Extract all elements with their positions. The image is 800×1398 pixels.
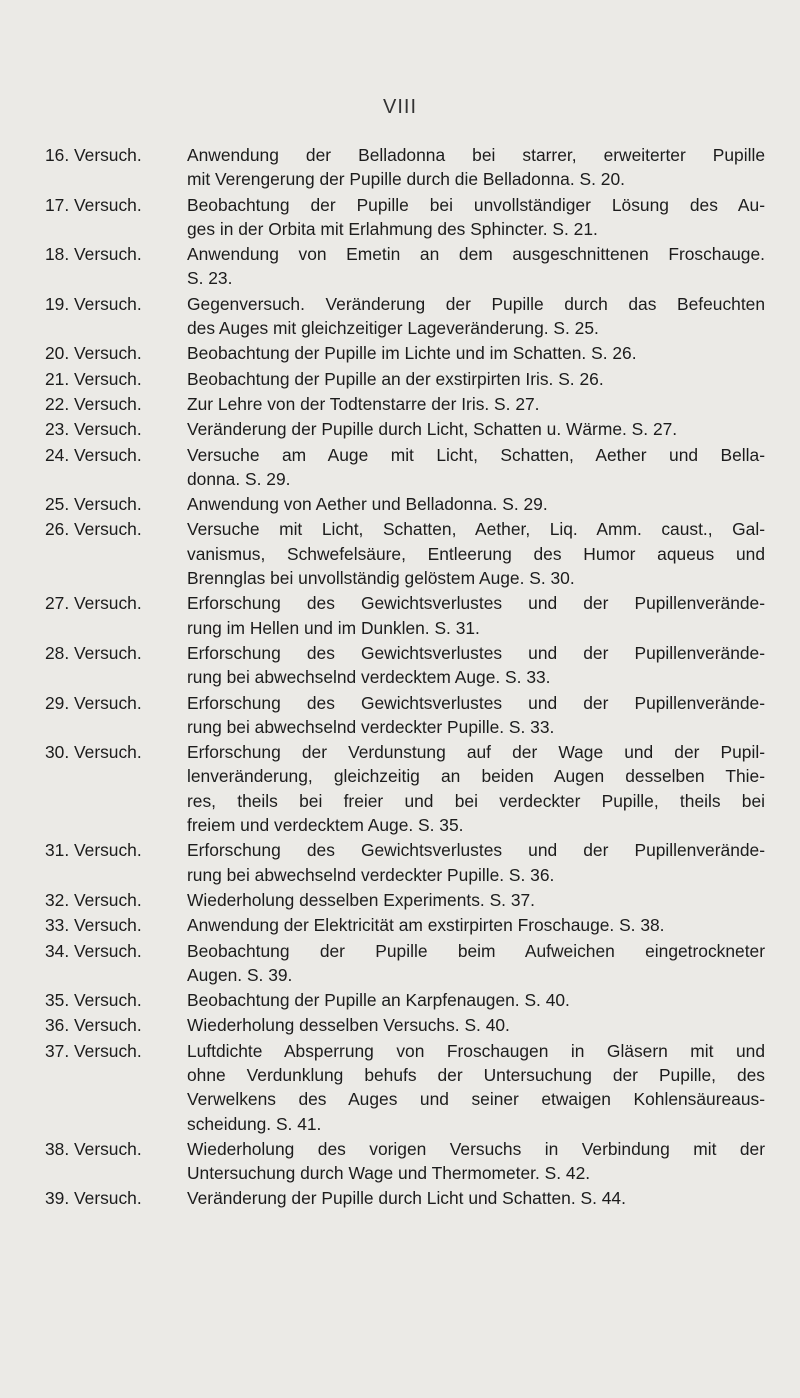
- text-line: Beobachtung der Pupille bei unvollständiger Lösung des Au-: [187, 194, 765, 215]
- experiment-description: [187, 242, 765, 291]
- list-item: [45, 292, 765, 341]
- experiment-list: [45, 143, 765, 1212]
- experiment-label: 19. Versuch.: [45, 293, 142, 314]
- text-line: Erforschung des Gewichtsverlustes und der Pupillenverände-: [187, 642, 765, 663]
- list-item: [45, 641, 765, 690]
- experiment-description: [187, 417, 765, 441]
- experiment-label: 30. Versuch.: [45, 742, 142, 763]
- experiment-label: 23. Versuch.: [45, 419, 142, 440]
- experiment-description: [187, 367, 765, 391]
- experiment-label: 33. Versuch.: [45, 915, 142, 936]
- list-item: [45, 193, 765, 242]
- experiment-label: 27. Versuch.: [45, 593, 142, 614]
- text-line: rung bei abwechselnd verdeckter Pupille. S. 33.: [187, 716, 555, 737]
- experiment-label: 36. Versuch.: [45, 1015, 142, 1036]
- experiment-description: [187, 641, 765, 690]
- text-line: Anwendung von Aether und Belladonna. S. 29.: [187, 494, 548, 515]
- experiment-label: 35. Versuch.: [45, 990, 142, 1011]
- text-line: Beobachtung der Pupille im Lichte und im Schatten. S. 26.: [187, 343, 637, 364]
- text-line: Beobachtung der Pupille an der exstirpirten Iris. S. 26.: [187, 368, 604, 389]
- text-line: lenveränderung, gleichzeitig an beiden Augen desselben Thie-: [187, 766, 765, 787]
- experiment-label: 34. Versuch.: [45, 940, 142, 961]
- experiment-description: [187, 740, 765, 837]
- page-number: VIII: [382, 96, 417, 118]
- list-item: [45, 740, 765, 837]
- experiment-description: [187, 1039, 765, 1136]
- list-item: [45, 392, 765, 416]
- text-line: Beobachtung der Pupille an Karpfenaugen. S. 40.: [187, 990, 570, 1011]
- experiment-label: 31. Versuch.: [45, 840, 142, 861]
- text-line: des Auges mit gleichzeitiger Lageveränderung. S. 25.: [187, 318, 599, 339]
- experiment-description: [187, 691, 765, 740]
- experiment-label: 16. Versuch.: [45, 145, 142, 165]
- experiment-label: 21. Versuch.: [45, 368, 142, 389]
- experiment-description: [187, 838, 765, 887]
- text-line: Wiederholung desselben Experiments. S. 37.: [187, 889, 536, 910]
- list-item: [45, 691, 765, 740]
- text-line: Veränderung der Pupille durch Licht, Schatten u. Wärme. S. 27.: [187, 419, 678, 440]
- text-line: Anwendung der Elektricität am exstirpirten Froschauge. S. 38.: [187, 915, 665, 936]
- text-line: Augen. S. 39.: [187, 964, 293, 985]
- experiment-description: [187, 939, 765, 988]
- text-line: Erforschung des Gewichtsverlustes und der Pupillenverände-: [187, 593, 765, 614]
- list-item: [45, 913, 765, 937]
- experiment-description: [187, 913, 765, 937]
- text-line: freiem und verdecktem Auge. S. 35.: [187, 815, 464, 836]
- list-item: [45, 417, 765, 441]
- experiment-label: 32. Versuch.: [45, 889, 142, 910]
- list-item: [45, 888, 765, 912]
- text-line: Beobachtung der Pupille beim Aufweichen eingetrockneter: [187, 940, 765, 961]
- text-line: res, theils bei freier und bei verdeckter Pupille, theils bei: [187, 790, 765, 811]
- list-item: [45, 242, 765, 291]
- text-line: scheidung. S. 41.: [187, 1113, 322, 1134]
- text-line: vanismus, Schwefelsäure, Entleerung des Humor aqueus und: [187, 543, 765, 564]
- text-line: Versuche mit Licht, Schatten, Aether, Liq. Amm. caust., Gal-: [187, 519, 765, 540]
- experiment-label: 24. Versuch.: [45, 444, 142, 465]
- text-line: Verwelkens des Auges und seiner etwaigen Kohlensäureaus-: [187, 1089, 765, 1110]
- experiment-label: 26. Versuch.: [45, 519, 142, 540]
- experiment-label: 28. Versuch.: [45, 642, 142, 663]
- text-line: rung bei abwechselnd verdeckter Pupille. S. 36.: [187, 864, 555, 885]
- experiment-description: [187, 292, 765, 341]
- list-item: [45, 1039, 765, 1136]
- text-line: Untersuchung durch Wage und Thermometer. S. 42.: [187, 1163, 591, 1184]
- experiment-description: [187, 443, 765, 492]
- text-line: rung im Hellen und im Dunklen. S. 31.: [187, 617, 480, 638]
- experiment-description: [187, 143, 765, 192]
- list-item: [45, 367, 765, 391]
- text-line: Erforschung des Gewichtsverlustes und der Pupillenverände-: [187, 692, 765, 713]
- text-line: Luftdichte Absperrung von Froschaugen in Gläsern mit und: [187, 1040, 765, 1061]
- experiment-label: 39. Versuch.: [45, 1188, 142, 1209]
- text-line: Brennglas bei unvollständig gelöstem Auge. S. 30.: [187, 568, 575, 589]
- text-line: Anwendung der Belladonna bei starrer, erweiterter Pupille: [187, 145, 765, 165]
- list-item: [45, 988, 765, 1012]
- experiment-label: 20. Versuch.: [45, 343, 142, 364]
- list-item: [45, 1013, 765, 1037]
- text-line: Erforschung des Gewichtsverlustes und der Pupillenverände-: [187, 840, 765, 861]
- list-item: [45, 1186, 765, 1210]
- experiment-description: [187, 888, 765, 912]
- experiment-label: 37. Versuch.: [45, 1040, 142, 1061]
- text-line: Wiederholung desselben Versuchs. S. 40.: [187, 1015, 510, 1036]
- experiment-label: 29. Versuch.: [45, 692, 142, 713]
- list-item: [45, 492, 765, 516]
- list-item: [45, 591, 765, 640]
- experiment-label: 17. Versuch.: [45, 194, 142, 215]
- experiment-description: [187, 1186, 765, 1210]
- text-line: Zur Lehre von der Todtenstarre der Iris. S. 27.: [187, 393, 540, 414]
- text-line: Anwendung von Emetin an dem ausgeschnittenen Froschauge.: [187, 244, 765, 265]
- experiment-description: [187, 988, 765, 1012]
- text-line: S. 23.: [187, 268, 233, 289]
- experiment-description: [187, 341, 765, 365]
- experiment-description: [187, 492, 765, 516]
- experiment-description: [187, 392, 765, 416]
- text-line: rung bei abwechselnd verdecktem Auge. S. 33.: [187, 667, 551, 688]
- experiment-label: 25. Versuch.: [45, 494, 142, 515]
- experiment-label: 18. Versuch.: [45, 244, 142, 265]
- text-line: mit Verengerung der Pupille durch die Belladonna. S. 20.: [187, 169, 625, 190]
- experiment-description: [187, 591, 765, 640]
- text-line: Wiederholung des vorigen Versuchs in Verbindung mit der: [187, 1138, 765, 1159]
- experiment-description: [187, 1137, 765, 1186]
- experiment-description: [187, 1013, 765, 1037]
- experiment-label: 22. Versuch.: [45, 393, 142, 414]
- text-line: Erforschung der Verdunstung auf der Wage und der Pupil-: [187, 742, 765, 763]
- list-item: [45, 443, 765, 492]
- list-item: [45, 341, 765, 365]
- text-line: Veränderung der Pupille durch Licht und Schatten. S. 44.: [187, 1188, 626, 1209]
- text-line: ohne Verdunklung behufs der Untersuchung der Pupille, des: [187, 1064, 765, 1085]
- text-line: Versuche am Auge mit Licht, Schatten, Aether und Bella-: [187, 444, 765, 465]
- experiment-description: [187, 517, 765, 590]
- text-line: donna. S. 29.: [187, 468, 291, 489]
- list-item: [45, 517, 765, 590]
- list-item: [45, 143, 765, 192]
- list-item: [45, 939, 765, 988]
- text-line: ges in der Orbita mit Erlahmung des Sphincter. S. 21.: [187, 218, 598, 239]
- experiment-label: 38. Versuch.: [45, 1138, 142, 1159]
- list-item: [45, 1137, 765, 1186]
- text-line: Gegenversuch. Veränderung der Pupille durch das Befeuchten: [187, 293, 765, 314]
- list-item: [45, 838, 765, 887]
- experiment-description: [187, 193, 765, 242]
